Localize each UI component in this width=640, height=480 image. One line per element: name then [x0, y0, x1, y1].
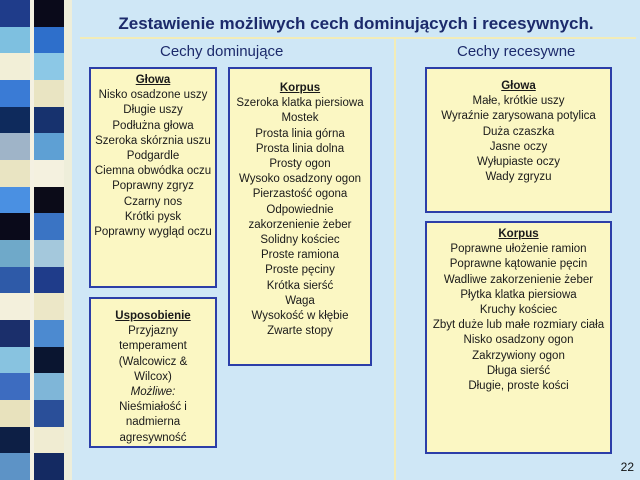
box-item: Podłużna głowa [112, 119, 194, 132]
box-item: Ciemna obwódka oczu [94, 165, 212, 178]
box-item: nadmierna [125, 416, 181, 429]
box-item: Szeroka skórznia uszu [95, 134, 211, 147]
stripe-segment [34, 267, 64, 294]
box-item: agresywność [119, 431, 187, 444]
stripe-segment [34, 133, 64, 160]
stripe-segment [0, 347, 30, 374]
stripe-segment [34, 27, 64, 54]
possible-label: Możliwe: [130, 386, 176, 399]
page-number: 22 [620, 460, 634, 474]
box-item: Krótki pysk [124, 210, 182, 223]
stripe-segment [34, 400, 64, 427]
box-item: Zakrzywiony ogon [472, 349, 565, 362]
title-divider [80, 37, 636, 39]
column-divider [394, 38, 396, 480]
stripe-segment [34, 453, 64, 480]
box-item: Krótka sierść [266, 279, 334, 292]
stripe-segment [34, 240, 64, 267]
box-item: Prosty ogon [269, 158, 331, 171]
box-item: Czarny nos [123, 195, 183, 208]
box-item: Długie uszy [123, 104, 183, 117]
box-title: Usposobienie [115, 310, 191, 322]
stripe-segment [34, 80, 64, 107]
stripe-segment [34, 293, 64, 320]
box-item: Wadliwe zakorzenienie żeber [443, 273, 594, 286]
box-item: Długa sierść [486, 364, 551, 377]
box-item: Jasne oczy [489, 140, 548, 153]
slide-title: Zestawienie możliwych cech dominujących i recesywnych. [118, 14, 594, 33]
box-item: Proste ramiona [261, 249, 339, 262]
stripe-segment [0, 240, 30, 267]
dominant-column-heading: Cechy dominujące [160, 43, 284, 60]
stripe-segment [0, 80, 30, 107]
stripe-segment [0, 213, 30, 240]
stripe-segment [34, 373, 64, 400]
stripe-segment [34, 427, 64, 454]
stripe-column-left [0, 0, 30, 480]
box-item: Pierzastość ogona [252, 188, 348, 201]
box-item: Płytka klatka piersiowa [460, 288, 577, 301]
box-item: (Walcowicz & [118, 355, 188, 368]
box-item: Zwarte stopy [267, 325, 333, 338]
stripe-segment [34, 53, 64, 80]
box-item: Proste pęciny [265, 264, 335, 277]
dominant-temperament-box [89, 297, 217, 448]
box-item: Mostek [281, 112, 319, 125]
box-item: Poprawny zgryz [112, 180, 194, 193]
box-item: Odpowiednie zakorzenienie żeber [248, 203, 352, 231]
box-item: Wilcox) [134, 370, 172, 383]
recessive-head-box [425, 67, 612, 213]
box-item: Duża czaszka [482, 125, 555, 138]
stripe-segment [0, 107, 30, 134]
stripe-segment [0, 160, 30, 187]
box-item: Poprawne ułożenie ramion [450, 243, 587, 256]
stripe-segment [34, 347, 64, 374]
box-item: Małe, krótkie uszy [472, 95, 565, 108]
recessive-column-heading: Cechy recesywne [457, 43, 576, 60]
box-item: Przyjazny [128, 325, 178, 338]
stripe-segment [0, 320, 30, 347]
box-item: Wysokość w kłębie [251, 310, 349, 323]
stripe-segment [34, 213, 64, 240]
box-item: temperament [119, 340, 187, 353]
box-item: Nisko osadzony ogon [463, 334, 574, 347]
dominant-head-box [89, 67, 217, 288]
stripe-segment [0, 427, 30, 454]
stripe-segment [0, 0, 30, 27]
box-title: Głowa [135, 74, 171, 86]
stripe-segment [34, 107, 64, 134]
box-item: Nisko osadzone uszy [98, 89, 208, 102]
box-item: Wyraźnie zarysowana potylica [441, 110, 596, 123]
box-item: Podgardle [126, 150, 180, 163]
box-item: Prosta linia dolna [255, 142, 345, 155]
stripe-segment [34, 0, 64, 27]
box-item: Solidny kościec [260, 234, 340, 247]
stripe-edge [64, 0, 72, 480]
box-item: Waga [285, 294, 315, 307]
stripe-segment [0, 293, 30, 320]
box-item: Szeroka klatka piersiowa [236, 97, 364, 110]
box-title: Korpus [498, 228, 539, 240]
box-item: Wady zgryzu [485, 171, 552, 184]
dominant-body-box [228, 67, 372, 366]
decorative-stripe-bar [0, 0, 64, 480]
stripe-segment [34, 160, 64, 187]
box-item: Nieśmiałość i [119, 401, 187, 414]
stripe-segment [0, 453, 30, 480]
box-item: Prosta linia górna [255, 127, 345, 140]
box-item: Kruchy kościec [479, 304, 558, 317]
stripe-segment [0, 400, 30, 427]
box-title: Korpus [279, 82, 321, 94]
recessive-body-box [425, 221, 612, 454]
stripe-column-right [34, 0, 64, 480]
box-item: Długie, proste kości [468, 380, 569, 393]
box-item: Poprawny wygląd oczu [94, 226, 212, 239]
box-item: Wyłupiaste oczy [477, 156, 560, 169]
stripe-segment [0, 53, 30, 80]
stripe-segment [0, 27, 30, 54]
stripe-segment [0, 373, 30, 400]
box-title: Głowa [501, 80, 536, 92]
stripe-segment [34, 320, 64, 347]
stripe-segment [0, 133, 30, 160]
box-item: Wysoko osadzony ogon [239, 173, 361, 186]
box-item: Poprawne kątowanie pęcin [449, 258, 588, 271]
stripe-segment [0, 187, 30, 214]
box-item: Zbyt duże lub małe rozmiary ciała [432, 319, 605, 332]
stripe-segment [34, 187, 64, 214]
stripe-segment [0, 267, 30, 294]
